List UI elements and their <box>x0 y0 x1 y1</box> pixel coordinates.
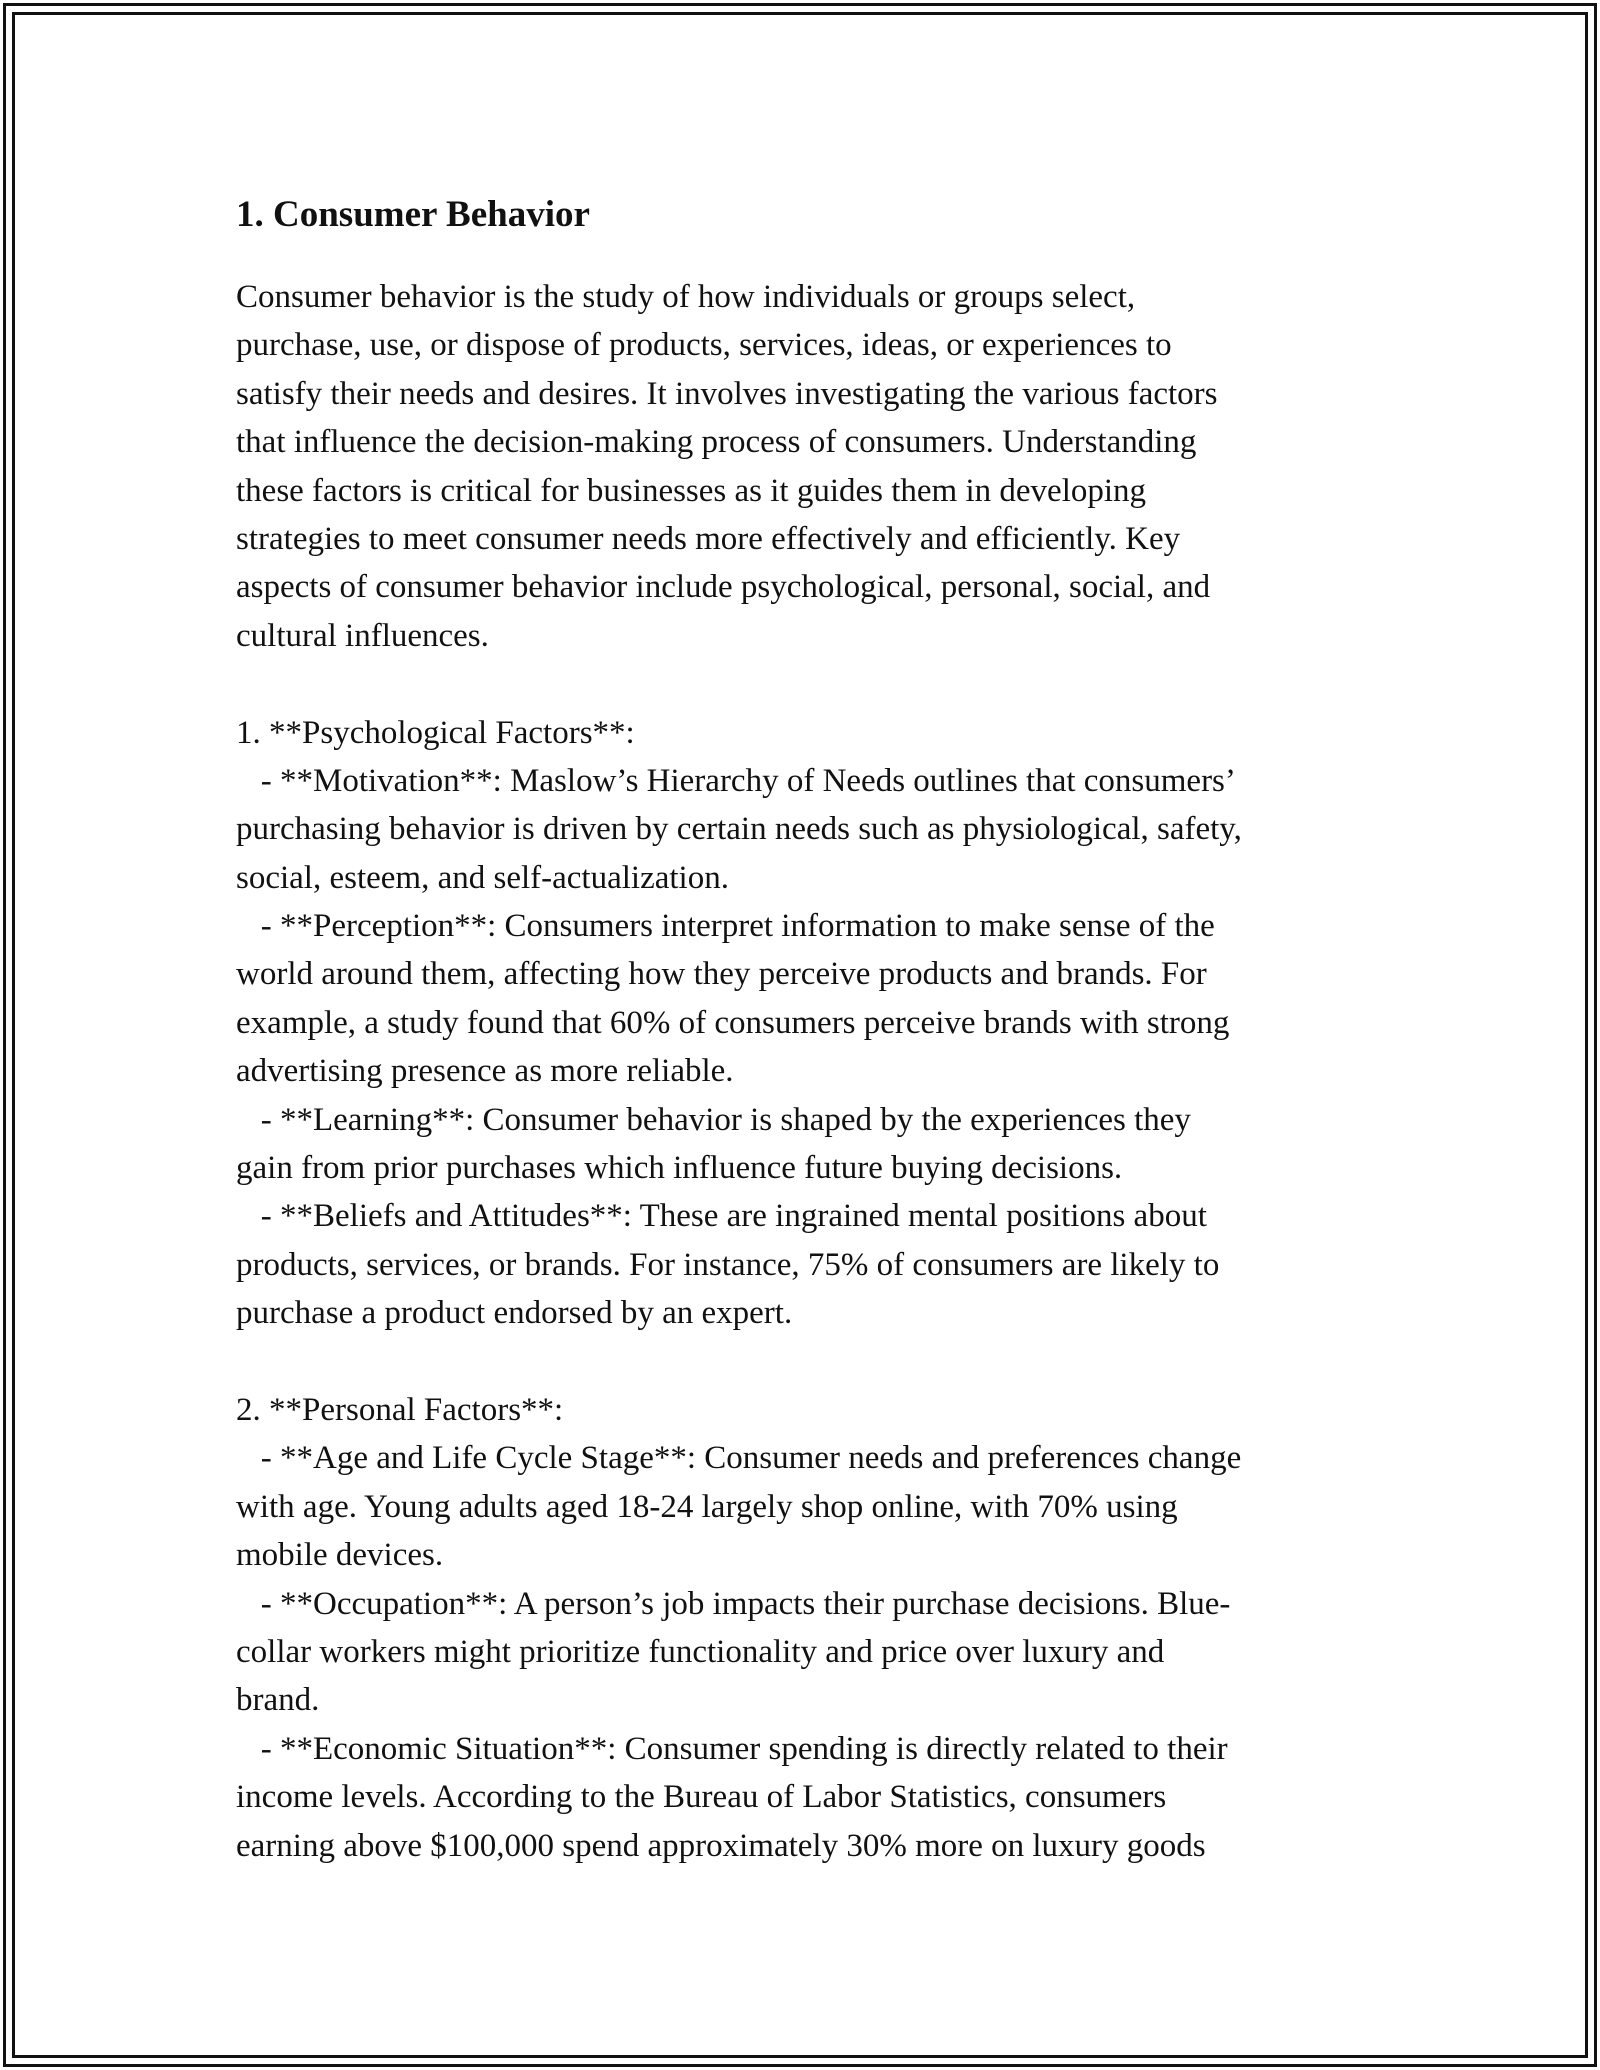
section-heading: 1. Consumer Behavior <box>236 194 590 235</box>
text-line: - **Occupation**: A person’s job impacts their purchase decisions. Blue- <box>236 1585 1231 1622</box>
text-line: income levels. According to the Bureau of Labor Statistics, consumers <box>236 1779 1167 1816</box>
text-line: world around them, affecting how they perceive products and brands. For <box>236 956 1207 993</box>
text-line: - **Learning**: Consumer behavior is shaped by the experiences they <box>236 1101 1191 1138</box>
text-line: - **Beliefs and Attitudes**: These are ingrained mental positions about <box>236 1198 1207 1235</box>
blank-line <box>236 1338 1366 1386</box>
text-line: - **Perception**: Consumers interpret information to make sense of the <box>236 908 1215 945</box>
text-line: strategies to meet consumer needs more effectively and efficiently. Key <box>236 520 1181 557</box>
text-line: 2. **Personal Factors**: <box>236 1391 564 1428</box>
blank-line <box>236 660 1366 708</box>
text-line: advertising presence as more reliable. <box>236 1053 734 1090</box>
body-text <box>236 273 1366 1870</box>
text-line: products, services, or brands. For instance, 75% of consumers are likely to <box>236 1246 1220 1283</box>
text-line: social, esteem, and self-actualization. <box>236 859 729 896</box>
text-line: example, a study found that 60% of consumers perceive brands with strong <box>236 1004 1230 1041</box>
text-line: purchase a product endorsed by an expert. <box>236 1295 793 1332</box>
text-line: that influence the decision-making process of consumers. Understanding <box>236 424 1197 461</box>
text-line: purchasing behavior is driven by certain needs such as physiological, safety, <box>236 811 1242 848</box>
text-line: 1. **Psychological Factors**: <box>236 714 635 751</box>
text-line: - **Economic Situation**: Consumer spending is directly related to their <box>236 1730 1228 1767</box>
text-line: brand. <box>236 1682 320 1719</box>
text-line: these factors is critical for businesses as it guides them in developing <box>236 472 1147 509</box>
document-body <box>236 185 1366 1870</box>
text-line: mobile devices. <box>236 1537 444 1574</box>
text-line: with age. Young adults aged 18-24 largely shop online, with 70% using <box>236 1488 1178 1525</box>
text-line: gain from prior purchases which influence future buying decisions. <box>236 1150 1123 1187</box>
text-line: earning above $100,000 spend approximately 30% more on luxury goods <box>236 1827 1206 1864</box>
text-line: Consumer behavior is the study of how individuals or groups select, <box>236 279 1136 315</box>
text-line: purchase, use, or dispose of products, services, ideas, or experiences to <box>236 327 1172 364</box>
text-line: - **Motivation**: Maslow’s Hierarchy of Needs outlines that consumers’ <box>236 762 1236 799</box>
text-line: - **Age and Life Cycle Stage**: Consumer needs and preferences change <box>236 1440 1242 1477</box>
text-line: aspects of consumer behavior include psychological, personal, social, and <box>236 569 1211 606</box>
text-line: cultural influences. <box>236 617 489 654</box>
text-line: satisfy their needs and desires. It involves investigating the various factors <box>236 375 1218 412</box>
text-line: collar workers might prioritize functionality and price over luxury and <box>236 1633 1165 1670</box>
